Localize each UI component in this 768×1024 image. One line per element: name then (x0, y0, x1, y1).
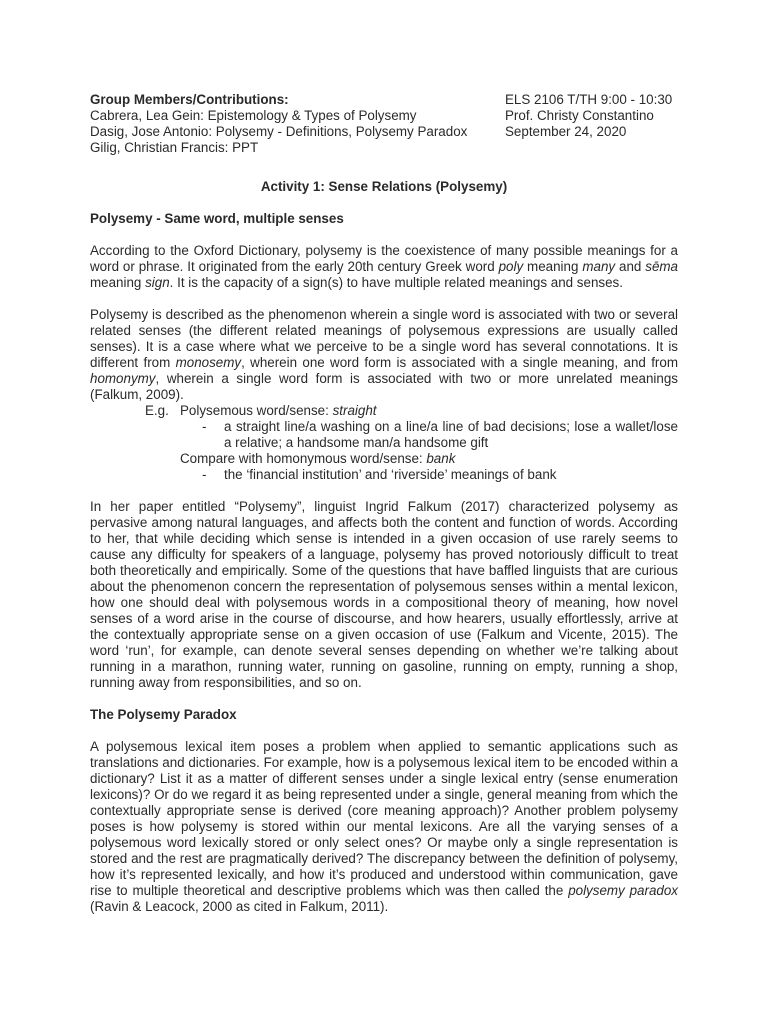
document-page (90, 92, 678, 915)
homonymous-example-heading: Compare with homonymous word/sense: bank (180, 451, 456, 466)
example-block (90, 403, 678, 483)
homonymous-examples: the ‘financial institution’ and ‘riverside’ meanings of bank (224, 467, 557, 482)
member-line: Dasig, Jose Antonio: Polysemy - Definitions, Polysemy Paradox (90, 124, 468, 139)
course-code: ELS 2106 T/TH 9:00 - 10:30 (505, 92, 673, 107)
document-header (90, 92, 678, 164)
polysemous-examples: a straight line/a washing on a line/a line of bad decisions; lose a wallet/lose a relative; a handsome man/a handsome gift (224, 419, 678, 450)
members-label: Group Members/Contributions: (90, 92, 289, 107)
section-heading-polysemy: Polysemy - Same word, multiple senses (90, 211, 344, 226)
polysemous-example-heading: Polysemous word/sense: straight (180, 403, 377, 418)
list-dash: - (202, 419, 207, 434)
member-line: Cabrera, Lea Gein: Epistemology & Types of Polysemy (90, 108, 417, 123)
professor-name: Prof. Christy Constantino (505, 108, 654, 123)
example-label: E.g. (145, 403, 169, 418)
paragraph-polysemy-description: Polysemy is described as the phenomenon wherein a single word is associated with two or several related senses (the different related meanings of polysemous expressions are usually called senses). It is a case where what we perceive to be a single word has several connotations. It is different from monosemy, wherein one word form is associated with a single meaning, and from homonymy, wherein a single word form is associated with two or more unrelated meanings (Falkum, 2009). (90, 307, 678, 402)
section-heading-paradox: The Polysemy Paradox (90, 707, 237, 722)
list-dash: - (202, 467, 207, 482)
member-line: Gilig, Christian Francis: PPT (90, 140, 259, 155)
course-info-block (505, 92, 672, 140)
group-members-block (90, 92, 467, 156)
submission-date: September 24, 2020 (505, 124, 627, 139)
paragraph-oxford-definition: According to the Oxford Dictionary, polysemy is the coexistence of many possible meanings for a word or phrase. It originated from the early 20th century Greek word poly meaning many and sēma meaning sign. It is the capacity of a sign(s) to have multiple related meanings and senses. (90, 243, 678, 290)
paragraph-falkum: In her paper entitled “Polysemy”, linguist Ingrid Falkum (2017) characterized polysemy as pervasive among natural languages, and affects both the content and function of words. According to her, that while deciding which sense is intended in a given occasion of use rarely seems to cause any difficulty for speakers of a language, polysemy has proved notoriously difficult to treat both theoretically and empirically. Some of the questions that have baffled linguists that are curious about the phenomenon concern the representation of polysemous senses within a mental lexicon, how one should deal with polysemous words in a compositional theory of meaning, how novel senses of a word arise in the course of discourse, and how hearers, usually effortlessly, arrive at the contextually appropriate sense on a given occasion of use (Falkum and Vicente, 2015). The word ‘run’, for example, can denote several senses depending on whether we’re talking about running in a marathon, running water, running on gasoline, running on empty, running a shop, running away from responsibilities, and so on. (90, 499, 678, 690)
activity-title: Activity 1: Sense Relations (Polysemy) (260, 179, 508, 194)
paragraph-polysemy-paradox: A polysemous lexical item poses a problem when applied to semantic applications such as translations and dictionaries. For example, how is a polysemous lexical item to be encoded within a dictionary? List it as a matter of different senses under a single lexical entry (sense enumeration lexicons)? Or do we regard it as being represented under a single, general meaning from which the contextually appropriate sense is derived (core meaning approach)? Another problem polysemy poses is how polysemy is stored within our mental lexicons. Are all the varying senses of a polysemous word lexically stored or only select ones? Or maybe only a single representation is stored and the rest are pragmatically derived? The discrepancy between the definition of polysemy, how it’s represented lexically, and how it’s produced and understood within communication, gave rise to multiple theoretical and descriptive problems which was then called the polysemy paradox (Ravin & Leacock, 2000 as cited in Falkum, 2011). (90, 739, 678, 914)
